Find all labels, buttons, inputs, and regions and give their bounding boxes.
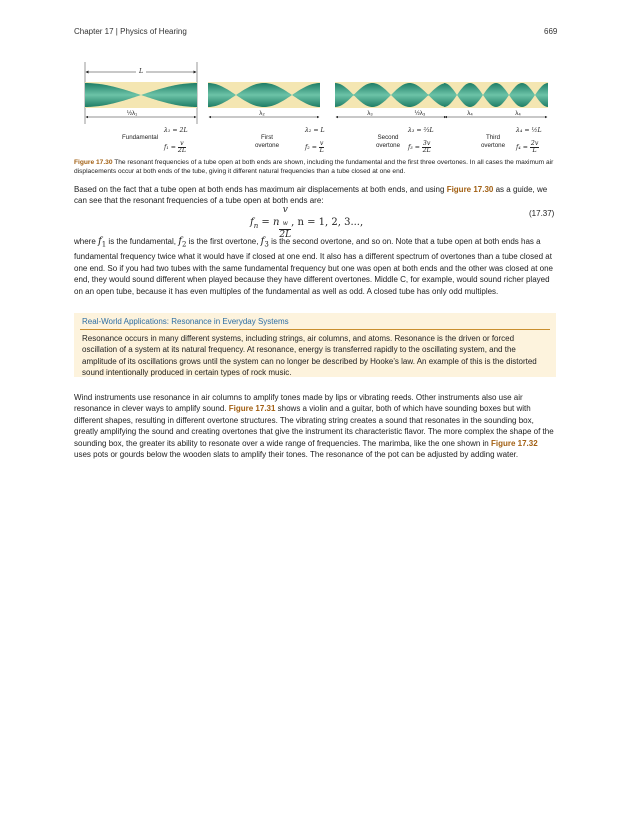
feature-box-title: Real-World Applications: Resonance in Everyday Systems [82, 317, 289, 326]
figure-tube-resonances [82, 56, 552, 161]
fundamental-wavelength-marker: ½λ₁ [126, 110, 138, 117]
equation-lhs: f [250, 216, 254, 228]
third-overtone-second-wavelength-marker: λ₄ [515, 110, 521, 117]
paragraph-open-tube-intro [74, 184, 556, 207]
para2-remaining-text: is the second overtone, and so on. Note that a tube open at both ends has a fundamental frequency twice what it would have if closed at one end. It also has a different spectrum of overtones than a tube closed at one end. So if you had two tubes with the same fundamental frequency but one was open at both ends and the other was closed at one end, they would sound different when played because they have different overtones. Middle C, for example, would sound richer played on an open tube, because it has even multiples of the fundamental as well as odd. A closed tube has only odd multiples. [74, 237, 553, 296]
third-overtone-frequency-eq [516, 141, 556, 154]
first-overtone-label: First overtone [254, 134, 280, 149]
equation-equals: = n [258, 216, 280, 228]
fundamental-frequency-den: 2L [177, 147, 186, 154]
inline-f3-subscript: 3 [264, 240, 269, 249]
second-overtone-wavelength-eq: λ₃ = ⅔L [408, 127, 434, 134]
equation-resonant-frequencies [250, 205, 363, 240]
paragraph-overtones [74, 236, 556, 298]
third-overtone-frequency-fraction [530, 141, 539, 154]
second-overtone-label: Second overtone [375, 134, 401, 149]
feature-box-text: Resonance occurs in many different systems, including strings, air columns, and atoms. Resonance is the driven or forced oscillation of a system at its natural frequency. At resonance, energy is transferred rapidly to the oscillating system, and the amplitude of its oscillations grows until the system can no longer be described by Hooke’s law. An example of this is the distorted sound intentionally produced in certain types of rock music. [82, 334, 537, 378]
third-overtone-frequency-den: L [532, 147, 537, 154]
paragraph-wind-instruments [74, 392, 556, 460]
second-overtone-frequency-num: 3v [422, 140, 431, 147]
fundamental-frequency-num: v [178, 141, 186, 148]
first-overtone-frequency-fraction [319, 141, 325, 154]
figure-caption [74, 158, 556, 176]
second-overtone-wavelength-marker: λ₃ [367, 110, 373, 117]
second-overtone-frequency-fraction [422, 141, 431, 154]
fundamental-frequency-lhs: f₁ = [164, 144, 176, 151]
first-overtone-frequency-lhs: f₂ = [305, 144, 317, 151]
fundamental-wavelength-eq: λ₁ = 2L [164, 127, 188, 134]
inline-f1: f [98, 236, 102, 247]
equation-numerator-v: v [282, 205, 288, 215]
para2-where: where [74, 237, 99, 246]
third-overtone-frequency-num: 2v [530, 140, 539, 147]
inline-f3: f [260, 236, 265, 247]
first-overtone-frequency-eq [305, 141, 345, 154]
fundamental-frequency-eq [164, 141, 210, 154]
para2-first-overtone: is the first overtone, [186, 237, 261, 246]
link-figure-17-32[interactable]: Figure 17.32 [490, 438, 538, 448]
second-overtone-frequency-den: 2L [422, 147, 431, 154]
length-label: L [138, 68, 144, 75]
para3-text-b: shows a violin and a guitar, both of which have sounding boxes but with different shapes, resulting in different overtone structures. The vibrating string creates a sound that resonates in the sounding box, greatly amplifying the sound and creating overtones that give the instrument its characteristic flavor. The more complex the shape of the sounding box, the greater its ability to resonate over a wide range of frequencies. The marimba, like the one shown in [74, 404, 554, 448]
second-overtone-frequency-eq [408, 141, 448, 154]
para3-text-a: Wind instruments use resonance in air columns to amplify tones made by lips or vibrating reeds. Other instruments also use air resonance in clever ways to amplify sound. [74, 393, 523, 414]
second-overtone-frequency-lhs: f₃ = [408, 144, 420, 151]
third-overtone-label: Third overtone [480, 134, 506, 149]
equation-lhs-subscript: n [253, 221, 259, 230]
page-number: 669 [544, 27, 558, 36]
inline-f2: f [178, 236, 182, 247]
inline-f2-subscript: 2 [181, 240, 187, 249]
first-overtone-wavelength-eq: λ₂ = L [305, 127, 325, 134]
equation-fraction [279, 205, 291, 240]
equation-numerator [279, 205, 291, 230]
fundamental-label: Fundamental [122, 134, 159, 141]
equation-denominator: 2L [279, 229, 292, 240]
link-figure-17-30[interactable]: Figure 17.30 [446, 185, 494, 194]
third-overtone-frequency-lhs: f₄ = [516, 144, 528, 151]
figure-caption-label: Figure 17.30 [74, 159, 113, 166]
third-overtone-wavelength-marker: λ₄ [467, 110, 473, 117]
equation-numerator-subscript: w [282, 219, 288, 227]
third-overtone-wavelength-eq: λ₄ = ½L [516, 127, 542, 134]
figure-caption-text: The resonant frequencies of a tube open at both ends are shown, including the fundamental and the first three overtones. In all cases the maximum air displacements occur at both ends of the tube, giving it different natural frequencies than a tube closed at one end. [74, 159, 554, 176]
para1-text-after: as a guide, we can see that the resonant frequencies of a tube open at both ends are: [74, 185, 548, 206]
equation-number: (17.37) [529, 209, 555, 218]
inline-f1-subscript: 1 [101, 240, 107, 249]
first-overtone-frequency-den: L [319, 147, 324, 154]
link-figure-17-31[interactable]: Figure 17.31 [228, 404, 276, 414]
feature-box-divider [80, 329, 550, 330]
feature-box-real-world-applications [74, 313, 556, 377]
first-overtone-frequency-num: v [319, 140, 324, 147]
second-overtone-half-wavelength-marker: ½λ₃ [414, 110, 426, 117]
para2-fundamental: is the fundamental, [106, 237, 179, 246]
first-overtone-wavelength-marker: λ₂ [259, 110, 265, 117]
equation-range: , n = 1, 2, 3..., [291, 216, 364, 228]
para3-text-c: uses pots or gourds below the wooden slats to amplify their tones. The resonance of the pot can be adjusted by adding water. [74, 450, 519, 460]
para1-text-before: Based on the fact that a tube open at both ends has maximum air displacements at both ends, and using [74, 185, 447, 194]
fundamental-frequency-fraction [178, 141, 186, 154]
running-header-chapter: Chapter 17 | Physics of Hearing [74, 27, 187, 36]
